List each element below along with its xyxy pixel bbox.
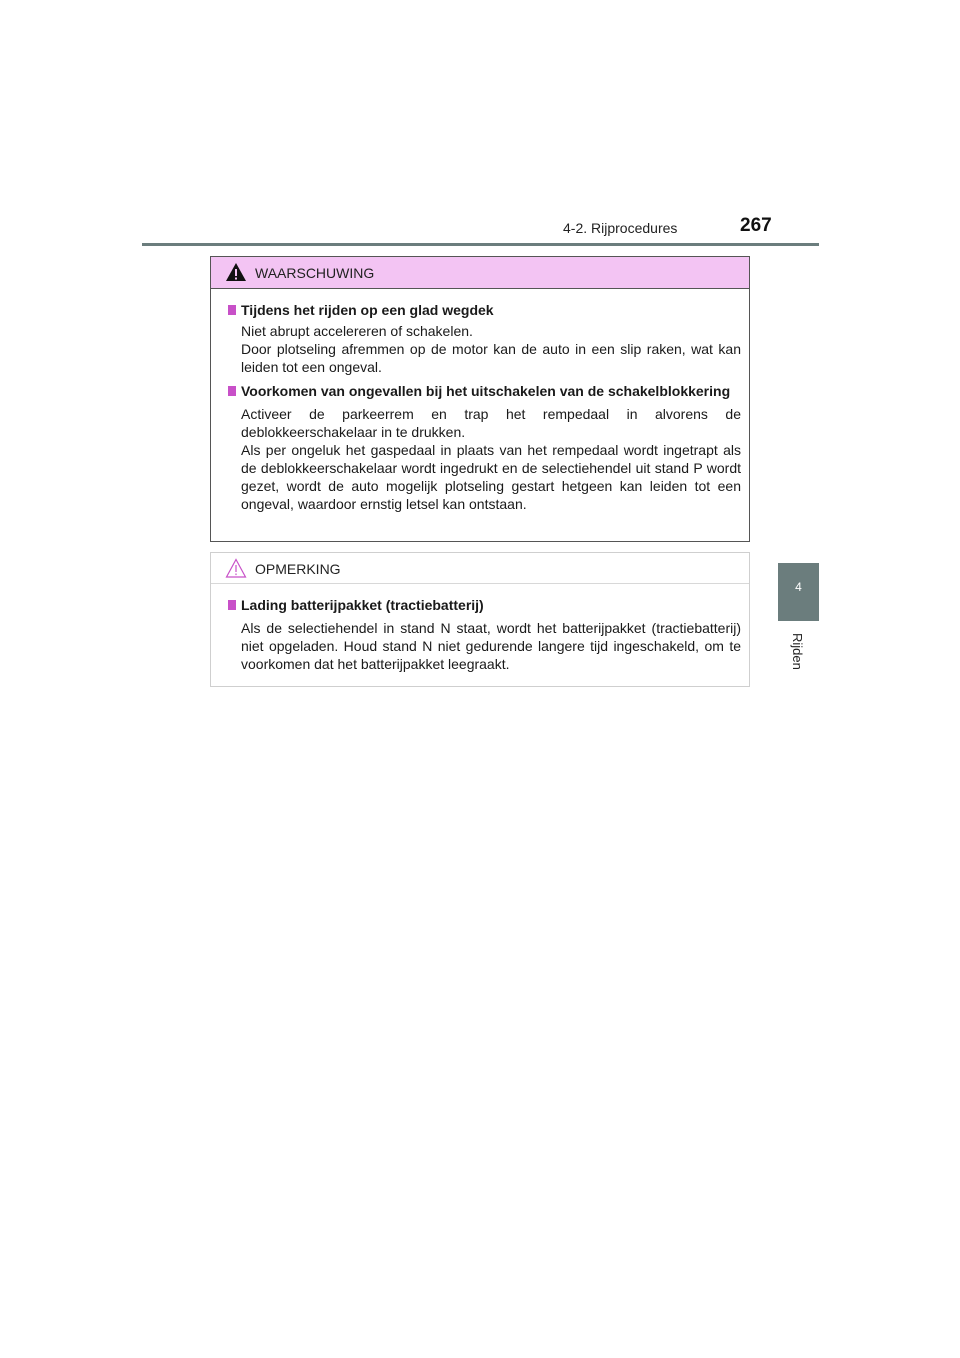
note-label: OPMERKING: [255, 561, 341, 577]
chapter-tab: [778, 563, 819, 621]
warning-header: [211, 257, 749, 289]
header-rule: [142, 243, 819, 246]
chapter-label: Rijden: [790, 633, 805, 670]
note-item-title: Lading batterijpakket (tractiebatterij): [228, 597, 741, 614]
note-box: [210, 552, 750, 687]
section-title: 4-2. Rijprocedures: [563, 220, 678, 236]
warning-item: [211, 383, 749, 513]
note-header: [211, 553, 749, 584]
warning-item: [211, 302, 749, 376]
warning-item-text: Activeer de parkeerrem en trap het rempedaal in alvorens de deblokkeerschakelaar in te drukken. Als per ongeluk het gaspedaal in plaats van het rempedaal wordt ingetrapt als de deblokkeerschakelaar wordt ingedrukt en de selectiehendel uit stand P wordt gezet, wordt de auto mogelijk plotseling gestart hetgeen kan leiden tot een ongeval, waardoor ernstig letsel kan ontstaan.: [241, 406, 741, 512]
square-bullet-icon: [228, 600, 236, 610]
warning-box: [210, 256, 750, 542]
square-bullet-icon: [228, 386, 236, 396]
warning-item-text: Niet abrupt accelereren of schakelen. Door plotseling afremmen op de motor kan de auto in een slip raken, wat kan leiden tot een ongeval.: [241, 323, 741, 375]
note-item-text: Als de selectiehendel in stand N staat, wordt het batterijpakket (tractiebatterij) niet opgeladen. Houd stand N niet gedurende langere tijd ingeschakeld, om te voorkomen dat het batterijpakket leegraakt.: [241, 620, 741, 672]
chapter-number: 4: [795, 580, 802, 594]
warning-item-title: Voorkomen van ongevallen bij het uitschakelen van de schakelblokkering: [228, 383, 741, 400]
warning-item-title: Tijdens het rijden op een glad wegdek: [228, 302, 741, 319]
square-bullet-icon: [228, 305, 236, 315]
caution-triangle-icon: [225, 558, 247, 578]
warning-triangle-icon: [225, 262, 247, 282]
page-number: 267: [740, 215, 772, 236]
warning-label: WAARSCHUWING: [255, 265, 375, 281]
note-item: [211, 597, 749, 673]
